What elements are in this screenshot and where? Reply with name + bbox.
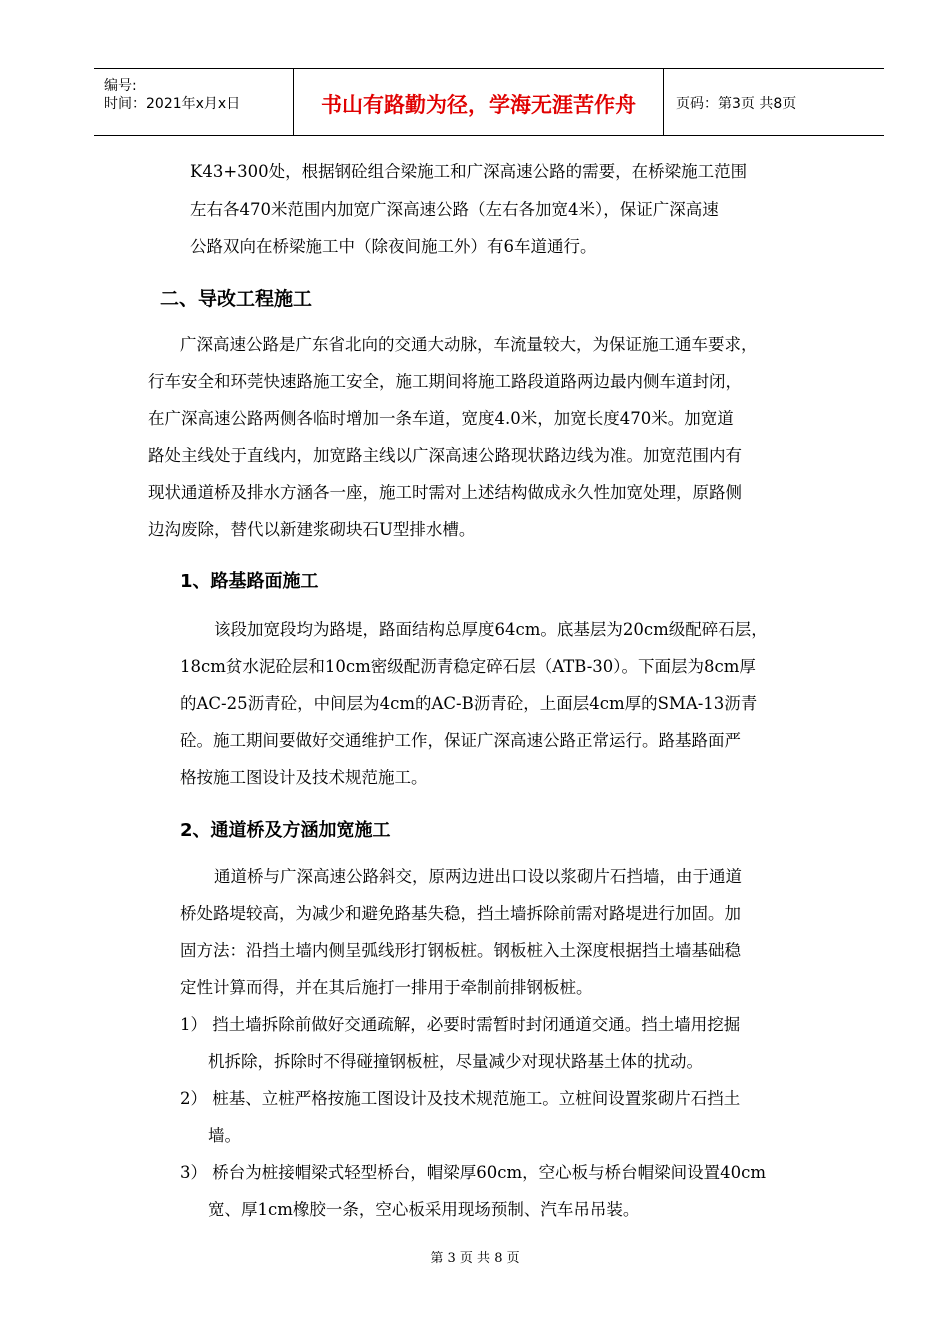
paragraph-line: 路处主线处于直线内，加宽路主线以广深高速公路现状路边线为准。加宽范围内有: [148, 446, 742, 465]
page-footer: 第 3 页 共 8 页: [430, 1251, 520, 1266]
paragraph-line: 格按施工图设计及技术规范施工。: [180, 768, 428, 787]
list-item-line: 墙。: [208, 1126, 241, 1145]
time-label: 时间：2021年x月x日: [104, 96, 241, 112]
subsection-heading: 1、路基路面施工: [180, 571, 319, 592]
paragraph-line: 的AC-25沥青砼，中间层为4cm的AC-B沥青砼，上面层4cm厚的SMA-13沥青: [180, 694, 758, 713]
paragraph-line: 行车安全和环莞快速路施工安全，施工期间将施工路段道路两边最内侧车道封闭，: [148, 372, 742, 391]
subsection-heading: 2、通道桥及方涵加宽施工: [180, 820, 391, 841]
list-item-line: 机拆除，拆除时不得碰撞钢板桩，尽量减少对现状路基土体的扰动。: [208, 1052, 703, 1071]
paragraph-line: 砼。施工期间要做好交通维护工作，保证广深高速公路正常运行。路基路面严: [180, 731, 741, 750]
paragraph-line: 18cm贫水泥砼层和10cm密级配沥青稳定碎石层（ATB-30）。下面层为8cm厚: [180, 657, 756, 676]
list-item-line: 3） 桥台为桩接帽梁式轻型桥台，帽梁厚60cm，空心板与桥台帽梁间设置40cm: [180, 1163, 767, 1182]
paragraph-line: 在广深高速公路两侧各临时增加一条车道，宽度4.0米，加宽长度470米。加宽道: [148, 409, 734, 428]
paragraph-line: 现状通道桥及排水方涵各一座，施工时需对上述结构做成永久性加宽处理，原路侧: [148, 483, 742, 502]
paragraph-line: 广深高速公路是广东省北向的交通大动脉，车流量较大，为保证施工通车要求，: [180, 335, 758, 354]
section-heading: 二、导改工程施工: [160, 288, 313, 310]
code-label: 编号:: [104, 78, 137, 94]
paragraph-line: 左右各470米范围内加宽广深高速公路（左右各加宽4米），保证广深高速: [190, 200, 719, 219]
header-page-cell: [664, 69, 884, 135]
paragraph-line: 公路双向在桥梁施工中（除夜间施工外）有6车道通行。: [190, 237, 597, 256]
motto-text: 书山有路勤为径，学海无涯苦作舟: [321, 93, 636, 117]
page-header: [94, 68, 884, 136]
page-info: 页码：第3页 共8页: [676, 96, 797, 112]
list-item-line: 宽、厚1cm橡胶一条，空心板采用现场预制、汽车吊吊装。: [208, 1200, 640, 1219]
paragraph-line: 边沟废除，替代以新建浆砌块石U型排水槽。: [148, 520, 476, 539]
paragraph-line: 桥处路堤较高，为减少和避免路基失稳，挡土墙拆除前需对路堤进行加固。加: [180, 904, 741, 923]
paragraph-line: 定性计算而得，并在其后施打一排用于牵制前排钢板桩。: [180, 978, 593, 997]
paragraph-line: 固方法：沿挡土墙内侧呈弧线形打钢板桩。钢板桩入土深度根据挡土墙基础稳: [180, 941, 741, 960]
paragraph-line: 该段加宽段均为路堤，路面结构总厚度64cm。底基层为20cm级配碎石层，: [214, 620, 768, 639]
header-meta-cell: [94, 69, 294, 135]
paragraph-line: 通道桥与广深高速公路斜交，原两边进出口设以浆砌片石挡墙，由于通道: [214, 867, 742, 886]
list-item-line: 1） 挡土墙拆除前做好交通疏解，必要时需暂时封闭通道交通。挡土墙用挖掘: [180, 1015, 741, 1034]
header-motto-cell: [294, 69, 664, 135]
list-item-line: 2） 桩基、立桩严格按施工图设计及技术规范施工。立桩间设置浆砌片石挡土: [180, 1089, 741, 1108]
paragraph-line: K43+300处，根据钢砼组合梁施工和广深高速公路的需要，在桥梁施工范围: [190, 162, 748, 181]
